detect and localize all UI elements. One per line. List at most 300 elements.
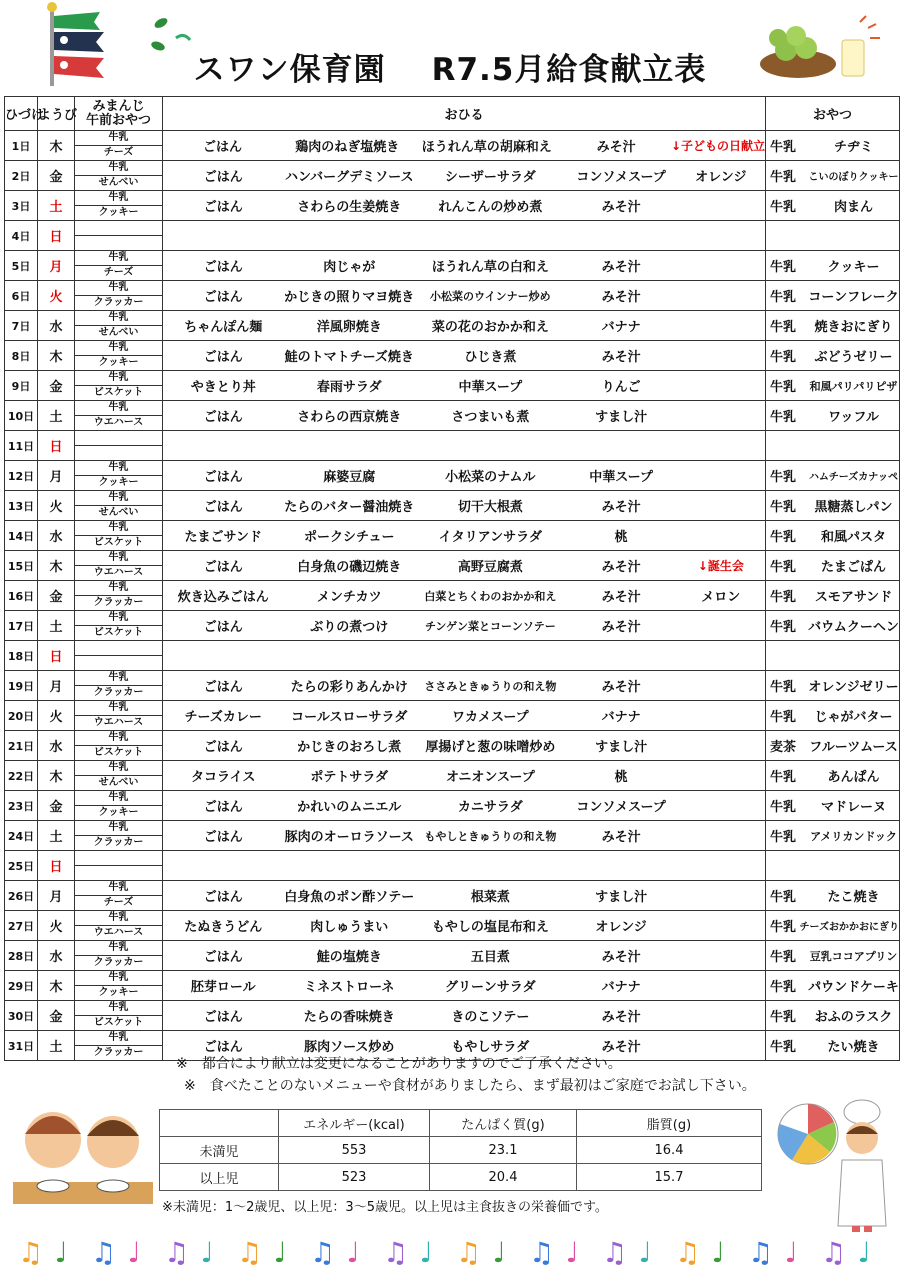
music-note-icon: ♩ <box>419 1236 433 1269</box>
morning-snack-cell <box>75 251 163 281</box>
day-date: 10日 <box>5 401 38 431</box>
morning-snack-item: クッキー <box>98 477 139 488</box>
lunch-dish: オレンジ <box>695 170 747 185</box>
lunch-dish: りんご <box>601 380 641 395</box>
snack-cell <box>766 821 900 851</box>
lunch-dish: メンチカツ <box>316 590 382 605</box>
morning-snack-drink: 牛乳 <box>75 371 162 386</box>
snack-item: たまごぱん <box>820 560 886 575</box>
lunch-dish: ごはん <box>203 290 243 305</box>
lunch-dish: たまごサンド <box>184 530 262 545</box>
morning-snack-item: クラッカー <box>93 837 144 848</box>
music-notes-border <box>0 1232 900 1269</box>
lunch-cell <box>163 341 766 371</box>
menu-header-row <box>5 97 900 131</box>
menu-row <box>5 791 900 821</box>
morning-snack-cell <box>75 551 163 581</box>
morning-snack-cell <box>75 881 163 911</box>
lunch-dish: メロン <box>701 590 741 605</box>
nutrition-row <box>160 1137 762 1164</box>
nutrition-energy: 553 <box>279 1137 430 1164</box>
morning-snack-cell <box>75 521 163 551</box>
lunch-dish: ポークシチュー <box>303 530 395 545</box>
morning-snack-cell <box>75 611 163 641</box>
morning-snack-item: クッキー <box>98 807 139 818</box>
morning-snack-drink: 牛乳 <box>75 1031 162 1046</box>
music-note-icon: ♫ <box>675 1236 701 1269</box>
lunch-dish: みそ汁 <box>601 500 641 515</box>
day-date: 29日 <box>5 971 38 1001</box>
morning-snack-drink: 牛乳 <box>75 971 162 986</box>
snack-drink: 牛乳 <box>770 530 797 545</box>
snack-item: こいのぼりクッキー <box>808 172 899 183</box>
nutrition-fat: 15.7 <box>577 1164 762 1191</box>
music-note-icon: ♫ <box>529 1236 555 1269</box>
lunch-dish: もやしの塩昆布和え <box>431 920 549 935</box>
lunch-dish: 胚芽ロール <box>190 980 256 995</box>
lunch-dish: バナナ <box>601 320 641 335</box>
menu-row <box>5 341 900 371</box>
snack-item: 黒糖蒸しパン <box>814 500 893 515</box>
day-date: 24日 <box>5 821 38 851</box>
lunch-dish: みそ汁 <box>596 140 636 155</box>
lunch-dish: ごはん <box>203 470 243 485</box>
day-weekday: 木 <box>38 971 75 1001</box>
morning-snack-drink: 牛乳 <box>75 1001 162 1016</box>
menu-title: R7.5月給食献立表 <box>431 52 707 88</box>
lunch-dish: みそ汁 <box>601 290 641 305</box>
menu-body <box>5 131 900 1061</box>
menu-row <box>5 221 900 251</box>
menu-table <box>4 96 900 1061</box>
snack-drink: 牛乳 <box>770 920 797 935</box>
lunch-dish: さつまいも煮 <box>451 410 530 425</box>
snack-item: マドレーヌ <box>820 800 886 815</box>
morning-snack-item: せんべい <box>98 327 139 338</box>
lunch-cell <box>163 581 766 611</box>
snack-item: アメリカンドック <box>810 829 897 843</box>
snack-item: オレンジゼリー <box>808 680 899 695</box>
morning-snack-item: クッキー <box>98 207 139 218</box>
lunch-dish: ハンバーグデミソース <box>285 170 414 185</box>
morning-snack-item: チーズ <box>103 267 134 278</box>
day-weekday: 土 <box>38 401 75 431</box>
header-date: ひづけ <box>5 97 38 131</box>
header-morning-snack-line1: みまんじ <box>92 98 145 114</box>
morning-snack-drink: 牛乳 <box>75 461 162 476</box>
lunch-dish: 桃 <box>614 530 628 545</box>
morning-snack-item: ウエハース <box>93 717 144 728</box>
morning-snack-cell <box>75 581 163 611</box>
menu-row <box>5 731 900 761</box>
lunch-dish: たらの彩りあんかけ <box>290 680 408 695</box>
day-weekday: 日 <box>38 851 75 881</box>
lunch-dish: みそ汁 <box>601 260 641 275</box>
menu-row <box>5 911 900 941</box>
music-note-icon: ♩ <box>54 1236 68 1269</box>
lunch-dish: ちゃんぽん麺 <box>184 320 263 335</box>
morning-snack-cell <box>75 491 163 521</box>
day-date: 18日 <box>5 641 38 671</box>
snack-item: 豆乳ココアプリン <box>809 949 898 963</box>
morning-snack-cell <box>75 281 163 311</box>
snack-cell <box>766 431 900 461</box>
morning-snack-item: クラッカー <box>93 1047 144 1058</box>
music-note-icon: ♫ <box>164 1236 190 1269</box>
day-date: 11日 <box>5 431 38 461</box>
day-date: 14日 <box>5 521 38 551</box>
day-weekday: 日 <box>38 221 75 251</box>
lunch-dish: ごはん <box>203 680 243 695</box>
day-date: 31日 <box>5 1031 38 1061</box>
snack-drink: 牛乳 <box>770 980 797 995</box>
lunch-cell <box>163 731 766 761</box>
snack-item: チーズおかかおにぎり <box>799 922 899 933</box>
lunch-cell <box>163 1001 766 1031</box>
snack-drink: 牛乳 <box>770 710 797 725</box>
morning-snack-cell <box>75 191 163 221</box>
snack-drink: 牛乳 <box>770 470 797 485</box>
lunch-dish: 豚肉ソース炒め <box>304 1040 395 1055</box>
snack-cell <box>766 131 900 161</box>
lunch-dish: ごはん <box>203 830 243 845</box>
nutrition-energy: 523 <box>279 1164 430 1191</box>
morning-snack-cell <box>75 821 163 851</box>
lunch-dish: 鶏肉のねぎ塩焼き <box>295 140 400 155</box>
snack-item: 和風パリパリピザ <box>809 379 898 393</box>
day-date: 6日 <box>5 281 38 311</box>
menu-row <box>5 131 900 161</box>
nutrition-group: 以上児 <box>160 1164 279 1191</box>
lunch-dish: 白身魚の磯辺焼き <box>297 560 402 575</box>
lunch-dish: かれいのムニエル <box>297 800 402 815</box>
lunch-cell <box>163 701 766 731</box>
day-weekday: 月 <box>38 671 75 701</box>
day-weekday: 土 <box>38 1031 75 1061</box>
morning-snack-item: ビスケット <box>93 537 144 548</box>
morning-snack-cell <box>75 731 163 761</box>
lunch-dish: ごはん <box>203 740 243 755</box>
lunch-dish: コールスローサラダ <box>291 710 408 725</box>
lunch-dish: ごはん <box>203 350 243 365</box>
menu-row <box>5 191 900 221</box>
lunch-cell <box>163 641 766 671</box>
morning-snack-item: ビスケット <box>93 1017 144 1028</box>
day-date: 28日 <box>5 941 38 971</box>
header-morning-snack-line2: 午前おやつ <box>85 112 151 128</box>
music-note-icon: ♫ <box>91 1236 117 1269</box>
morning-snack-cell <box>75 131 163 161</box>
morning-snack-cell <box>75 371 163 401</box>
lunch-dish: 鮭の塩焼き <box>316 950 382 965</box>
lunch-dish: 根菜煮 <box>470 890 510 905</box>
snack-drink: 麦茶 <box>770 740 797 755</box>
nutrition-row <box>160 1164 762 1191</box>
day-weekday: 金 <box>38 161 75 191</box>
morning-snack-cell <box>75 461 163 491</box>
lunch-dish: すまし汁 <box>595 890 648 905</box>
menu-row <box>5 431 900 461</box>
menu-row <box>5 161 900 191</box>
lunch-dish: 五目煮 <box>470 950 510 965</box>
music-note-icon: ♩ <box>857 1236 871 1269</box>
day-weekday: 木 <box>38 551 75 581</box>
snack-drink: 牛乳 <box>770 830 797 845</box>
menu-row <box>5 881 900 911</box>
menu-row <box>5 821 900 851</box>
morning-snack-drink: 牛乳 <box>75 791 162 806</box>
morning-snack-drink: 牛乳 <box>75 341 162 356</box>
menu-row <box>5 701 900 731</box>
music-note-icon: ♫ <box>748 1236 774 1269</box>
lunch-dish: たらの香味焼き <box>303 1010 395 1025</box>
morning-snack-cell <box>75 1001 163 1031</box>
day-date: 19日 <box>5 671 38 701</box>
menu-row <box>5 401 900 431</box>
morning-snack-drink: 牛乳 <box>75 581 162 596</box>
music-note-icon: ♩ <box>492 1236 506 1269</box>
lunch-dish: ミネストローネ <box>304 980 395 995</box>
lunch-dish: 肉じゃが <box>323 260 376 275</box>
day-weekday: 火 <box>38 281 75 311</box>
lunch-cell <box>163 881 766 911</box>
morning-snack-cell <box>75 161 163 191</box>
day-date: 20日 <box>5 701 38 731</box>
snack-item: チヂミ <box>833 140 873 155</box>
menu-row <box>5 311 900 341</box>
snack-drink: 牛乳 <box>770 380 797 395</box>
menu-row <box>5 611 900 641</box>
day-weekday: 金 <box>38 791 75 821</box>
music-note-icon: ♩ <box>565 1236 579 1269</box>
snack-drink: 牛乳 <box>770 890 797 905</box>
morning-snack-drink: 牛乳 <box>75 491 162 506</box>
snack-cell <box>766 941 900 971</box>
lunch-dish: やきとり丼 <box>190 380 256 395</box>
day-weekday: 金 <box>38 581 75 611</box>
snack-item: たこ焼き <box>827 890 880 905</box>
lunch-cell <box>163 941 766 971</box>
morning-snack-cell <box>75 401 163 431</box>
day-date: 12日 <box>5 461 38 491</box>
morning-snack-drink: 牛乳 <box>75 521 162 536</box>
snack-cell <box>766 341 900 371</box>
snack-drink: 牛乳 <box>770 320 797 335</box>
snack-item: じゃがバター <box>814 710 893 725</box>
lunch-dish: バナナ <box>601 710 641 725</box>
snack-drink: 牛乳 <box>770 590 797 605</box>
snack-drink: 牛乳 <box>770 350 797 365</box>
lunch-dish: カニサラダ <box>457 800 523 815</box>
morning-snack-item: クラッカー <box>93 957 144 968</box>
snack-item: 肉まん <box>833 200 873 215</box>
day-weekday: 日 <box>38 431 75 461</box>
day-date: 5日 <box>5 251 38 281</box>
snack-cell <box>766 881 900 911</box>
page-title <box>0 44 900 89</box>
morning-snack-cell <box>75 641 163 671</box>
day-weekday: 火 <box>38 491 75 521</box>
snack-cell <box>766 581 900 611</box>
nutrition-header-row <box>160 1110 762 1137</box>
snack-drink: 牛乳 <box>770 200 797 215</box>
music-note-icon: ♫ <box>383 1236 409 1269</box>
menu-row <box>5 671 900 701</box>
lunch-dish: ぶりの煮つけ <box>310 620 389 635</box>
lunch-dish: 小松菜のウインナー炒め <box>430 289 551 303</box>
snack-cell <box>766 371 900 401</box>
morning-snack-cell <box>75 431 163 461</box>
morning-snack-drink: 牛乳 <box>75 251 162 266</box>
morning-snack-drink: 牛乳 <box>75 311 162 326</box>
morning-snack-drink: 牛乳 <box>75 671 162 686</box>
day-date: 21日 <box>5 731 38 761</box>
morning-snack-item: チーズ <box>103 147 134 158</box>
lunch-dish: たぬきうどん <box>184 920 263 935</box>
day-date: 30日 <box>5 1001 38 1031</box>
lunch-dish: みそ汁 <box>601 830 641 845</box>
day-date: 27日 <box>5 911 38 941</box>
event-note: ↓誕生会 <box>697 559 744 573</box>
lunch-dish: きのこソテー <box>451 1010 530 1025</box>
morning-snack-cell <box>75 941 163 971</box>
day-date: 4日 <box>5 221 38 251</box>
lunch-dish: イタリアンサラダ <box>438 530 543 545</box>
day-weekday: 水 <box>38 731 75 761</box>
nutrition-header-protein: たんぱく質(g) <box>430 1110 577 1137</box>
day-weekday: 土 <box>38 611 75 641</box>
lunch-dish: かじきのおろし煮 <box>297 740 402 755</box>
lunch-dish: ごはん <box>203 200 243 215</box>
menu-row <box>5 641 900 671</box>
lunch-dish: ごはん <box>203 890 243 905</box>
lunch-cell <box>163 911 766 941</box>
morning-snack-item: ウエハース <box>93 417 144 428</box>
snack-drink: 牛乳 <box>770 410 797 425</box>
nutrition-table <box>159 1109 762 1191</box>
lunch-dish: 炊き込みごはん <box>177 590 269 605</box>
music-note-icon: ♫ <box>456 1236 482 1269</box>
lunch-dish: 豚肉のオーロラソース <box>284 830 414 845</box>
note-2: ※ 食べたことのないメニューや食材がありましたら、まず最初はご家庭でお試し下さい。 <box>184 1078 756 1094</box>
music-note-icon: ♫ <box>602 1236 628 1269</box>
menu-row <box>5 1001 900 1031</box>
lunch-dish: ごはん <box>203 1010 243 1025</box>
snack-item: たい焼き <box>827 1040 880 1055</box>
header-morning-snack <box>75 97 163 131</box>
morning-snack-drink: 牛乳 <box>75 731 162 746</box>
lunch-dish: みそ汁 <box>601 560 641 575</box>
snack-cell <box>766 311 900 341</box>
morning-snack-drink: 牛乳 <box>75 611 162 626</box>
snack-cell <box>766 911 900 941</box>
morning-snack-cell <box>75 791 163 821</box>
lunch-dish: バナナ <box>601 980 641 995</box>
nutrition-group: 未満児 <box>160 1137 279 1164</box>
snack-item: ワッフル <box>828 410 879 425</box>
note-1: ※ 都合により献立は変更になることがありますのでご了承ください。 <box>176 1056 622 1072</box>
day-date: 26日 <box>5 881 38 911</box>
snack-item: おふのラスク <box>814 1010 893 1025</box>
snack-drink: 牛乳 <box>770 620 797 635</box>
lunch-cell <box>163 821 766 851</box>
music-note-icon: ♩ <box>638 1236 652 1269</box>
day-weekday: 月 <box>38 881 75 911</box>
lunch-cell <box>163 521 766 551</box>
lunch-cell <box>163 761 766 791</box>
snack-item: 焼きおにぎり <box>814 320 893 335</box>
morning-snack-item: チーズ <box>103 897 134 908</box>
lunch-dish: ごはん <box>203 620 243 635</box>
lunch-dish: すまし汁 <box>595 410 648 425</box>
music-note-icon: ♩ <box>346 1236 360 1269</box>
day-weekday: 水 <box>38 521 75 551</box>
day-weekday: 水 <box>38 941 75 971</box>
snack-cell <box>766 791 900 821</box>
snack-drink: 牛乳 <box>770 560 797 575</box>
music-note-icon: ♩ <box>711 1236 725 1269</box>
menu-row <box>5 941 900 971</box>
lunch-dish: 春雨サラダ <box>316 380 382 395</box>
day-weekday: 火 <box>38 701 75 731</box>
morning-snack-cell <box>75 311 163 341</box>
lunch-dish: ほうれん草の胡麻和え <box>421 140 552 155</box>
snack-cell <box>766 551 900 581</box>
snack-item: ハムチーズカナッペ <box>808 472 899 483</box>
lunch-dish: 桃 <box>614 770 628 785</box>
day-weekday: 木 <box>38 131 75 161</box>
snack-drink: 牛乳 <box>770 290 797 305</box>
day-weekday: 木 <box>38 761 75 791</box>
day-date: 13日 <box>5 491 38 521</box>
lunch-cell <box>163 281 766 311</box>
header-weekday: ようび <box>38 97 75 131</box>
day-weekday: 土 <box>38 191 75 221</box>
morning-snack-drink: 牛乳 <box>75 191 162 206</box>
snack-item: バウムクーヘン <box>808 620 899 635</box>
nutrition-protein: 20.4 <box>430 1164 577 1191</box>
lunch-dish: もやしサラダ <box>451 1040 530 1055</box>
snack-cell <box>766 461 900 491</box>
morning-snack-drink: 牛乳 <box>75 911 162 926</box>
menu-row <box>5 371 900 401</box>
music-note-icon: ♩ <box>127 1236 141 1269</box>
morning-snack-drink: 牛乳 <box>75 401 162 416</box>
lunch-dish: みそ汁 <box>601 350 641 365</box>
lunch-cell <box>163 221 766 251</box>
snack-drink: 牛乳 <box>770 1040 797 1055</box>
lunch-dish: 肉しゅうまい <box>310 920 389 935</box>
lunch-dish: コンソメスープ <box>576 800 666 815</box>
morning-snack-item: クッキー <box>98 357 139 368</box>
lunch-dish: コンソメスープ <box>576 170 666 185</box>
lunch-dish: もやしときゅうりの和え物 <box>424 829 557 843</box>
chef-illustration <box>772 1094 892 1234</box>
morning-snack-cell <box>75 911 163 941</box>
menu-row <box>5 581 900 611</box>
morning-snack-item: クラッカー <box>93 597 144 608</box>
music-note-icon: ♫ <box>237 1236 263 1269</box>
lunch-dish: 麻婆豆腐 <box>323 470 376 485</box>
nutrition-footnote: ※未満児：1～2歳児、以上児：3～5歳児。以上児は主食抜きの栄養価です。 <box>162 1200 608 1215</box>
music-note-icon: ♫ <box>821 1236 847 1269</box>
day-weekday: 金 <box>38 371 75 401</box>
lunch-dish: 洋風卵焼き <box>316 320 382 335</box>
lunch-dish: みそ汁 <box>601 590 641 605</box>
snack-cell <box>766 611 900 641</box>
day-date: 7日 <box>5 311 38 341</box>
lunch-dish: みそ汁 <box>601 1040 641 1055</box>
